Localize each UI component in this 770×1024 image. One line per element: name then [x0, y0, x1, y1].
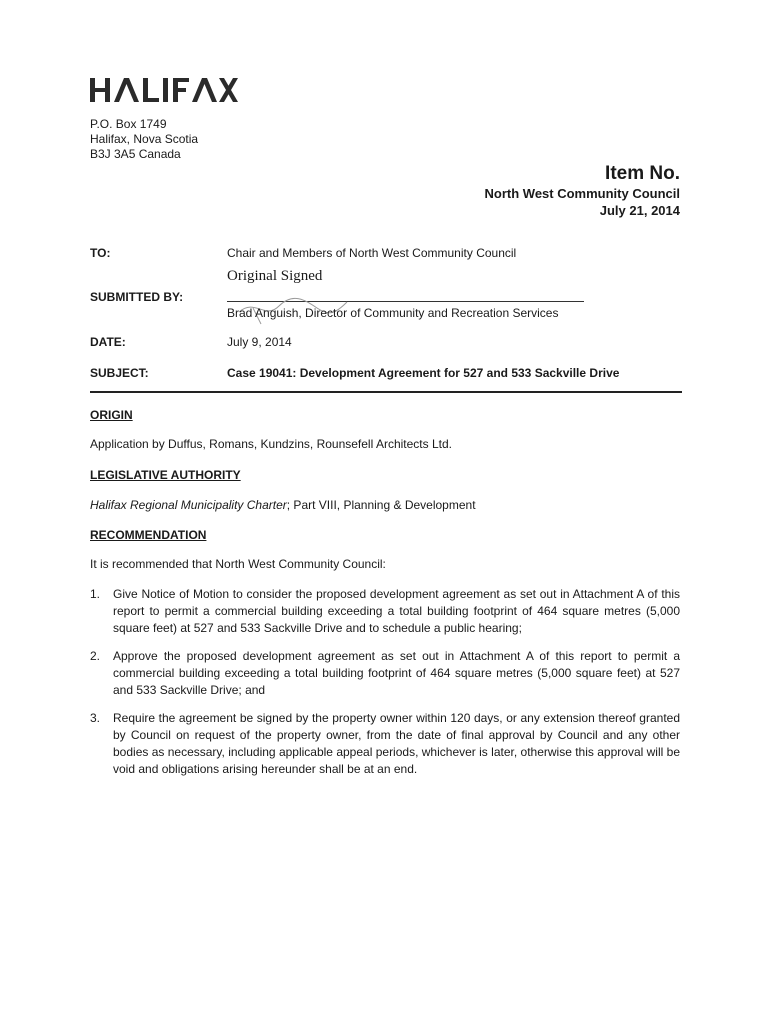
list-number: 3.: [90, 711, 101, 725]
section-divider: [90, 391, 682, 393]
legislative-authority-text: [90, 498, 476, 512]
recommendation-intro: It is recommended that North West Community Council:: [90, 557, 386, 571]
list-number: 1.: [90, 587, 101, 601]
list-item: [90, 648, 680, 699]
item-number: Item No.: [605, 163, 680, 184]
to-value: Chair and Members of North West Community Council: [227, 246, 517, 260]
council-name: North West Community Council: [484, 186, 680, 201]
list-item: [90, 586, 680, 637]
item-header: [485, 163, 680, 219]
address-line: B3J 3A5 Canada: [90, 147, 181, 161]
recommendation-heading: RECOMMENDATION: [90, 528, 207, 542]
charter-part: ; Part VIII, Planning & Development: [286, 498, 476, 512]
subject-value: Case 19041: Development Agreement for 527 and 533 Sackville Drive: [227, 366, 620, 380]
mailing-address: [90, 117, 198, 162]
date-label: DATE:: [90, 335, 126, 349]
to-label: TO:: [90, 246, 111, 260]
charter-name: Halifax Regional Municipality Charter: [90, 498, 287, 512]
submitted-by-label: SUBMITTED BY:: [90, 290, 184, 304]
origin-heading: ORIGIN: [90, 408, 133, 422]
list-number: 2.: [90, 649, 101, 663]
meeting-date: July 21, 2014: [599, 203, 680, 218]
legislative-authority-heading: LEGISLATIVE AUTHORITY: [90, 468, 241, 482]
date-value: July 9, 2014: [227, 335, 292, 349]
original-signed-note: Original Signed: [227, 268, 323, 284]
address-line: Halifax, Nova Scotia: [90, 132, 199, 146]
list-text: Require the agreement be signed by the property owner within 120 days, or any extension thereof granted by Council on request of the property owner, from the date of final approval by Council and any other bodies as necessary, including applicable appeal periods, whichever is later, otherwise this approval will be void and obligations arising hereunder shall be at an end.: [113, 711, 680, 776]
origin-text: Application by Duffus, Romans, Kundzins, Rounsefell Architects Ltd.: [90, 437, 452, 451]
address-line: P.O. Box 1749: [90, 117, 167, 131]
submitted-by-value: Brad Anguish, Director of Community and Recreation Services: [227, 306, 559, 320]
recommendation-list: [90, 586, 680, 789]
list-item: [90, 710, 680, 778]
list-text: Give Notice of Motion to consider the proposed development agreement as set out in Attachment A of this report to permit a commercial building exceeding a total building footprint of 464 square metres (5,000 square feet) at 527 and 533 Sackville Drive and to schedule a public hearing;: [113, 587, 680, 635]
halifax-logo: [90, 75, 240, 105]
subject-label: SUBJECT:: [90, 366, 149, 380]
list-text: Approve the proposed development agreement as set out in Attachment A of this report to permit a commercial building exceeding a total building footprint of 464 square metres (5,000 square feet) at 527 and 533 Sackville Drive; and: [113, 649, 680, 697]
